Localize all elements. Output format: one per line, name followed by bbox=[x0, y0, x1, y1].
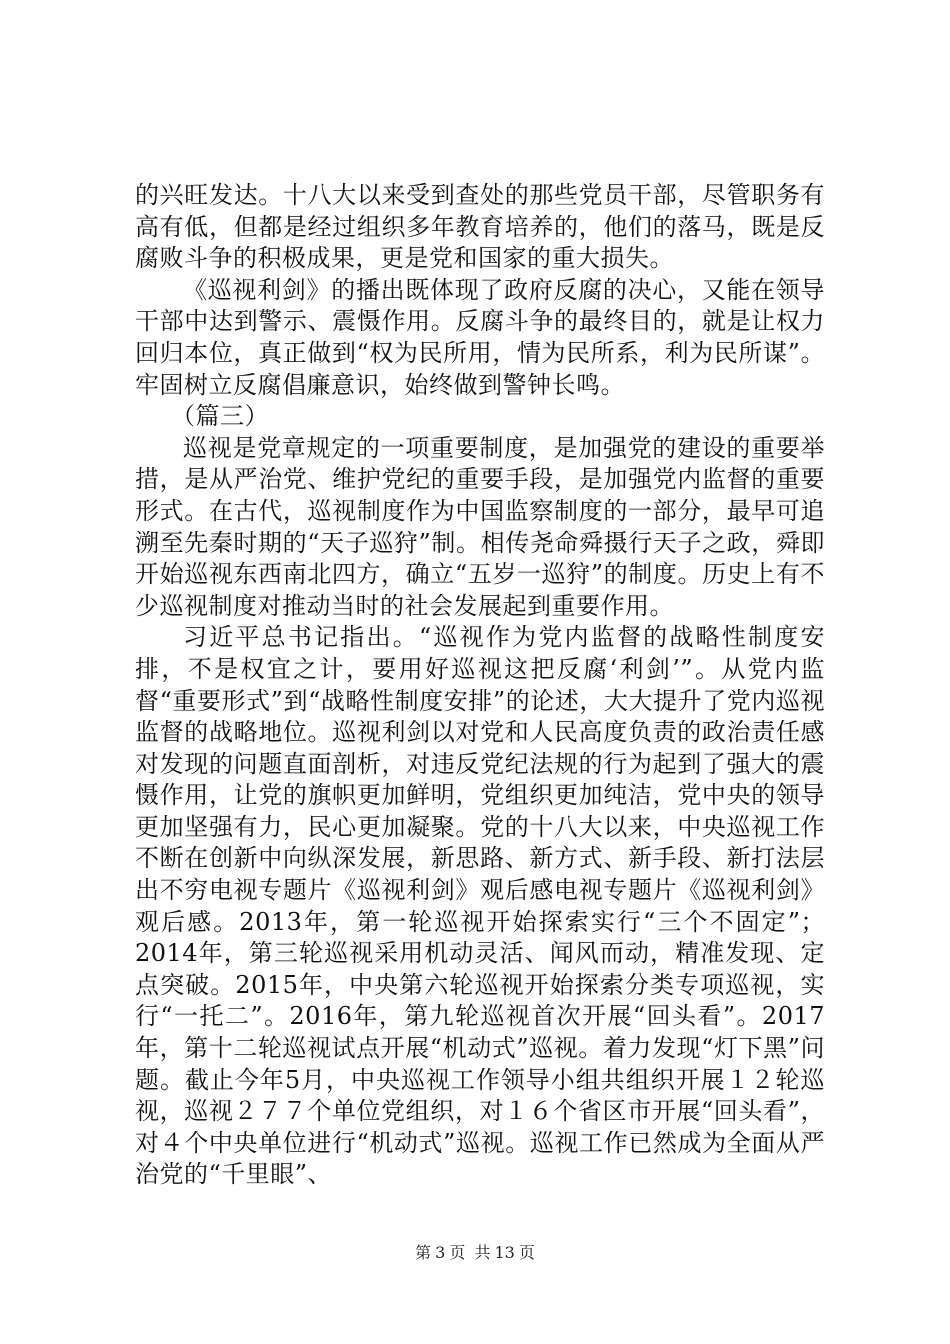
footer-total-pages: 13 bbox=[494, 1243, 515, 1262]
page-footer bbox=[0, 1240, 950, 1263]
footer-prefix: 第 bbox=[415, 1243, 432, 1262]
footer-total-prefix: 共 bbox=[474, 1243, 491, 1262]
paragraph-continuation: 的兴旺发达。十八大以来受到查处的那些党员干部，尽管职务有高有低，但都是经过组织多年教育培养的，他们的落马，既是反腐败斗争的积极成果，更是党和国家的重大损失。 bbox=[135, 181, 825, 273]
section-heading: （篇三） bbox=[171, 402, 269, 431]
paragraph-xunshi-system-history: 巡视是党章规定的一项重要制度，是加强党的建设的重要举措，是从严治党、维护党纪的重要手段，是加强党内监督的重要形式。在古代，巡视制度作为中国监察制度的一部分，最早可追溯至先秦时期的“天子巡狩”制。相传尧命舜摄行天子之政，舜即开始巡视东西南北四方，确立“五岁一巡狩”的制度。历史上有不少巡视制度对推动当时的社会发展起到重要作用。 bbox=[135, 433, 825, 620]
document-body bbox=[135, 180, 825, 1191]
footer-page-word: 页 bbox=[449, 1243, 466, 1262]
paragraph-xi-jinping-remarks: 习近平总书记指出。“巡视作为党内监督的战略性制度安排，不是权宜之计，要用好巡视这把反腐‘利剑’”。从党内监督“重要形式”到“战略性制度安排”的论述，大大提升了党内巡视监督的战略地位。巡视利剑以对党和人民高度负责的政治责任感对发现的问题直面剖析，对违反党纪法规的行为起到了强大的震慑作用，让党的旗帜更加鲜明，党组织更加纯洁，党中央的领导更加坚强有力，民心更加凝聚。党的十八大以来，中央巡视工作不断在创新中向纵深发展，新思路、新方式、新手段、新打法层出不穷电视专题片《巡视利剑》观后感电视专题片《巡视利剑》观后感。2013年，第一轮巡视开始探索实行“三个不固定”；2014年，第三轮巡视采用机动灵活、闻风而动，精准发现、定点突破。2015年，中央第六轮巡视开始探索分类专项巡视，实行“一托二”。2016年，第九轮巡视首次开展“回头看”。2017年，第十二轮巡视试点开展“机动式”巡视。着力发现“灯下黑”问题。截止今年5月，中央巡视工作领导小组共组织开展１２轮巡视，巡视２７７个单位党组织，对１６个省区市开展“回头看”，对４个中央单位进行“机动式”巡视。巡视工作已然成为全面从严治党的“千里眼”、 bbox=[135, 623, 825, 1189]
paragraph-xunshi-lijian-broadcast: 《巡视利剑》的播出既体现了政府反腐的决心，又能在领导干部中达到警示、震慑作用。反腐斗争的最终目的，就是让权力回归本位，真正做到“权为民所用，情为民所系，利为民所谋”。牢固树立反腐倡廉意识，始终做到警钟长鸣。 bbox=[135, 275, 825, 399]
footer-total-suffix: 页 bbox=[518, 1243, 535, 1262]
footer-current-page: 3 bbox=[435, 1243, 446, 1262]
